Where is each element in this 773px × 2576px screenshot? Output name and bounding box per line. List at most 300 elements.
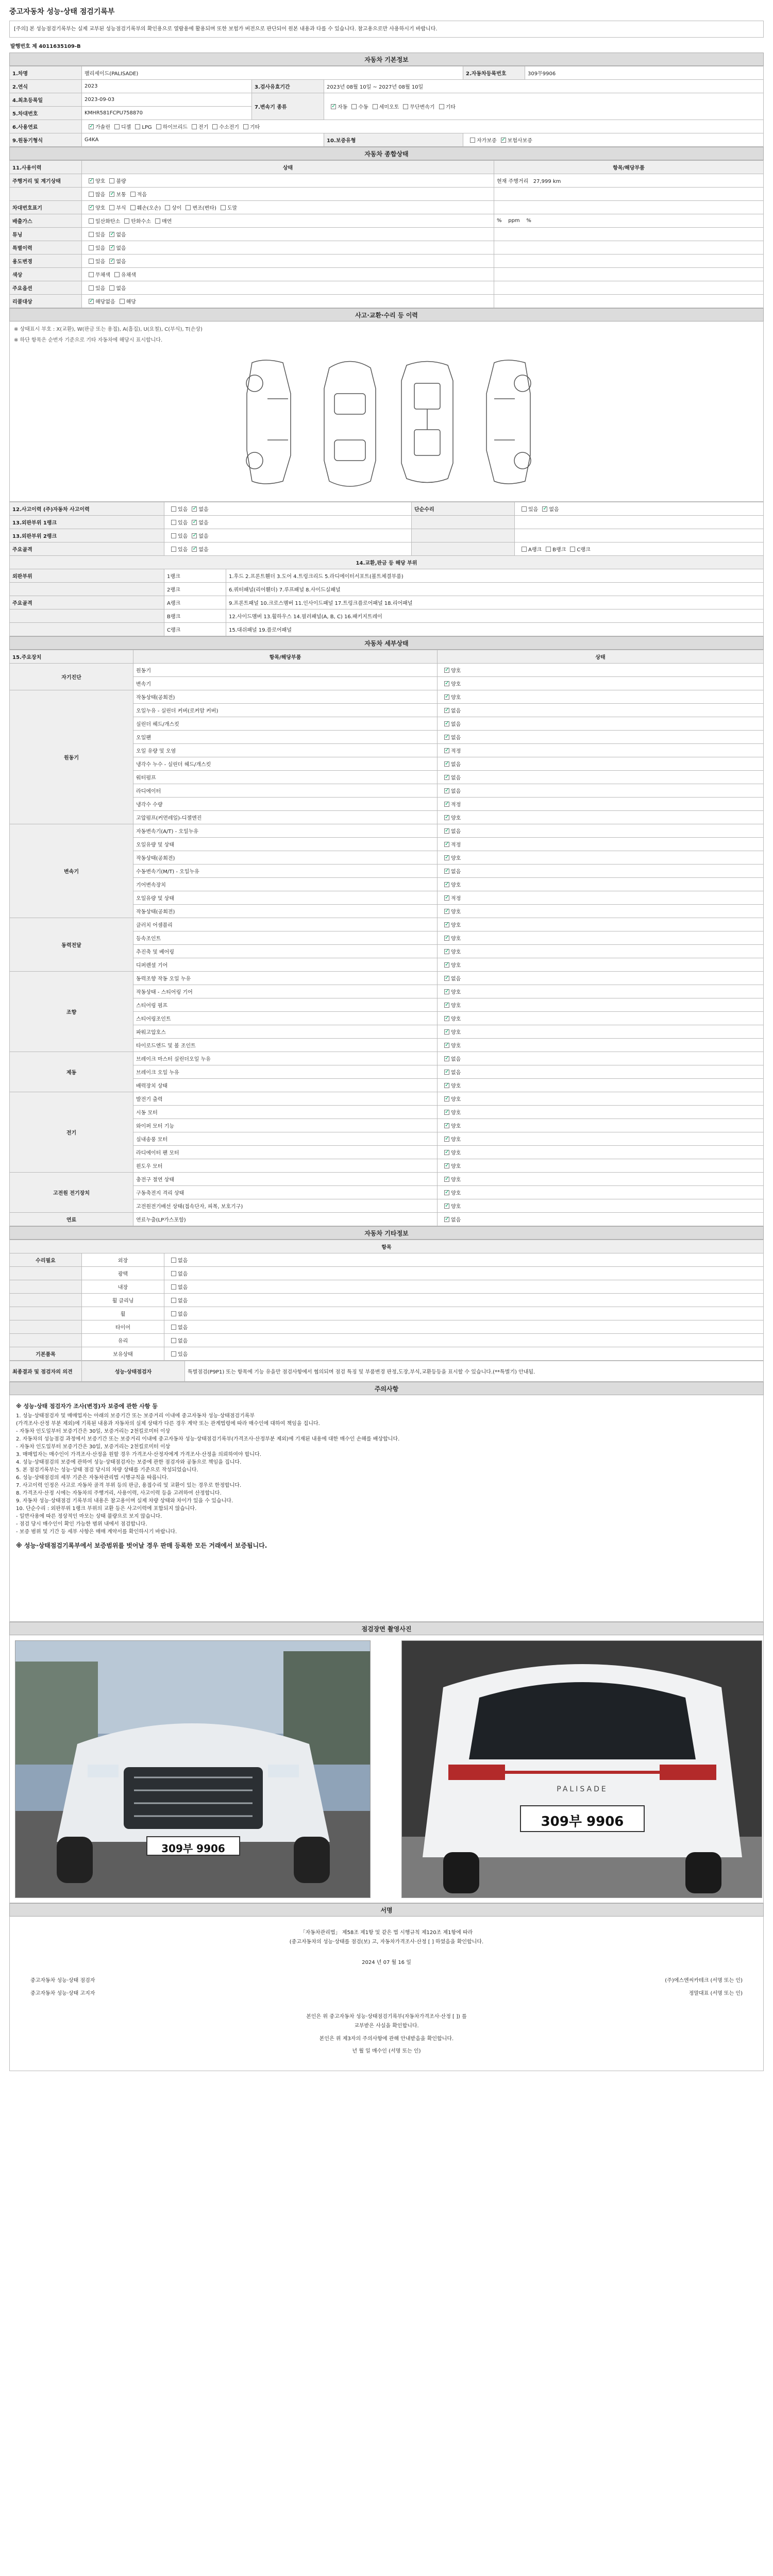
accident-part-group <box>10 609 164 623</box>
overall-header-item: 항목/해당부품 <box>494 161 764 174</box>
fuel-option <box>85 123 110 130</box>
overall-row <box>10 214 764 228</box>
overall-option <box>105 257 126 265</box>
other-group: 기본품목 <box>10 1347 82 1361</box>
detail-item-state <box>438 1213 764 1226</box>
document-number-value: 4011635109-B <box>39 44 81 49</box>
detail-item-name: 와이퍼 모터 기능 <box>133 1119 438 1132</box>
other-value <box>164 1253 764 1267</box>
option-label: 매연 <box>161 219 172 225</box>
other-value <box>164 1280 764 1294</box>
front-plate-text: 309부 9906 <box>161 1842 225 1855</box>
car-rear-photo-icon <box>402 1641 762 1898</box>
other-value <box>164 1347 764 1361</box>
detail-state-label: 양호 <box>451 1097 461 1103</box>
plate-label: 2.자동차등록번호 <box>463 66 525 80</box>
other-row <box>10 1307 764 1320</box>
checkbox-icon <box>109 259 114 264</box>
detail-group-label: 고전원 전기장치 <box>10 1173 133 1213</box>
overall-row-item <box>494 268 764 281</box>
checkbox-icon <box>542 506 547 512</box>
detail-item-state <box>438 958 764 972</box>
option-label: A랭크 <box>528 547 542 553</box>
option-label: B랭크 <box>552 547 566 553</box>
other-value-label: 없음 <box>178 1272 188 1277</box>
overall-option <box>105 230 126 238</box>
detail-item-state <box>438 1119 764 1132</box>
accident-row-label-2 <box>412 529 515 543</box>
detail-item-name: 변속기 <box>133 677 438 690</box>
overall-row-item <box>494 281 764 295</box>
signature-box <box>9 1917 764 2071</box>
detail-item-state <box>438 1186 764 1199</box>
detail-state-label: 양호 <box>451 1204 461 1210</box>
detail-item-state <box>438 771 764 784</box>
other-group <box>10 1267 82 1280</box>
detail-item-name: 스티어링조인트 <box>133 1012 438 1025</box>
accident-row-options-2 <box>515 529 764 543</box>
accident-row-options <box>164 529 412 543</box>
option-label: 없음 <box>116 259 126 265</box>
checkbox-icon <box>120 299 125 304</box>
other-group <box>10 1307 82 1320</box>
overall-row-item <box>494 295 764 308</box>
detail-item-name: 오일 유량 및 오염 <box>133 744 438 757</box>
detail-row <box>10 1052 764 1065</box>
detail-state-label: 없음 <box>451 829 461 835</box>
detail-state-label: 적정 <box>451 749 461 754</box>
overall-row-label: 차대번호표기 <box>10 201 82 214</box>
option-label: LPG <box>142 125 152 130</box>
year-label: 2.연식 <box>10 80 82 93</box>
option-label: 있음 <box>178 507 188 513</box>
option-label: 훼손(오손) <box>137 206 161 211</box>
checkbox-icon <box>444 802 449 807</box>
transmission-option <box>327 103 347 110</box>
caution-line: - 점검 당시 매수인이 확인 가능한 범위 내에서 점검합니다. <box>16 1521 147 1527</box>
detail-item-name: 실린더 헤드/개스킷 <box>133 717 438 731</box>
other-group <box>10 1334 82 1347</box>
other-item: 타이어 <box>82 1320 164 1334</box>
other-item: 내장 <box>82 1280 164 1294</box>
option-label: 하이브리드 <box>162 125 188 130</box>
overall-row-options <box>82 188 494 201</box>
accident-legend-2: ※ 하단 항목은 순번자 기준으로 기타 자동차에 해당시 표시합니다. <box>14 337 163 343</box>
detail-state-label: 양호 <box>451 923 461 928</box>
detail-item-state <box>438 918 764 931</box>
checkbox-icon <box>439 104 444 109</box>
detail-row <box>10 972 764 985</box>
car-diagram-icon <box>237 352 556 492</box>
other-value-label: 없음 <box>178 1285 188 1291</box>
detail-item-name: 오일팬 <box>133 731 438 744</box>
detail-item-state <box>438 1025 764 1039</box>
detail-state-label: 양호 <box>451 909 461 915</box>
detail-item-state <box>438 690 764 704</box>
other-item: 휠 클리닝 <box>82 1294 164 1307</box>
checkbox-icon <box>156 124 161 129</box>
checkbox-icon <box>130 192 136 197</box>
accident-option <box>538 505 559 513</box>
detail-item-state <box>438 784 764 798</box>
overall-row-item <box>494 174 764 188</box>
checkbox-icon <box>444 989 449 994</box>
detail-item-state <box>438 1012 764 1025</box>
checkbox-icon <box>165 205 170 210</box>
checkbox-icon <box>373 104 378 109</box>
option-label: 없음 <box>198 520 209 526</box>
checkbox-icon <box>444 694 449 700</box>
detail-state-label: 양호 <box>451 668 461 674</box>
checkbox-icon <box>89 299 94 304</box>
option-label: 디젤 <box>121 125 131 130</box>
accident-option <box>188 532 208 539</box>
fuel-option <box>208 123 239 130</box>
checkbox-icon <box>444 1110 449 1115</box>
accident-row-options <box>164 543 412 556</box>
detail-group-label: 연료 <box>10 1213 133 1226</box>
checkbox-icon <box>470 138 475 143</box>
option-label: 해당없음 <box>95 299 115 305</box>
detail-item-name: 브레이크 마스터 실린더오일 누유 <box>133 1052 438 1065</box>
checkbox-icon <box>192 533 197 538</box>
detail-state-label: 양호 <box>451 856 461 861</box>
detail-item-name: 수동변속기(M/T) - 오일누유 <box>133 865 438 878</box>
other-item: 보유상태 <box>82 1347 164 1361</box>
emission-unit: % <box>497 218 502 224</box>
checkbox-icon <box>444 815 449 820</box>
option-label: 있음 <box>178 534 188 539</box>
detail-item-name: 클러치 어셈블리 <box>133 918 438 931</box>
sign-left-1: 중고자동차 성능·상태 점검자 <box>30 1978 95 1984</box>
fuel-option <box>110 123 131 130</box>
checkbox-icon <box>89 272 94 277</box>
detail-state-label: 없음 <box>451 976 461 982</box>
checkbox-icon <box>444 748 449 753</box>
detail-item-state <box>438 798 764 811</box>
option-label: 많음 <box>95 192 106 198</box>
other-row <box>10 1253 764 1267</box>
detail-state-label: 양호 <box>451 1191 461 1196</box>
checkbox-icon <box>171 520 176 525</box>
section-detail-title: 자동차 세부상태 <box>9 636 764 650</box>
option-label: 자동 <box>338 105 348 110</box>
detail-group-label: 자기진단 <box>10 664 133 690</box>
other-item: 휠 <box>82 1307 164 1320</box>
overall-row <box>10 241 764 255</box>
warranty-label: 10.보증유형 <box>324 133 463 147</box>
front-photo <box>15 1640 371 1898</box>
fuel-option <box>188 123 208 130</box>
detail-item-name: 발전기 출력 <box>133 1092 438 1106</box>
checkbox-icon <box>444 735 449 740</box>
option-label: 세미오토 <box>379 105 399 110</box>
sign-left-2: 중고자동차 성능·상태 고지자 <box>30 1991 95 1996</box>
overall-row-label: 배출가스 <box>10 214 82 228</box>
transmission-label: 7.변속기 종류 <box>252 93 324 120</box>
other-group: 수리필요 <box>10 1253 82 1267</box>
checkbox-icon <box>444 1056 449 1061</box>
accident-part-list: 9.프론트패널 10.크로스멤버 11.인사이드패널 17.트렁크플로어패널 18.리어패널 <box>226 596 764 609</box>
detail-item-name: 작동상태(공회전) <box>133 905 438 918</box>
detail-state-label: 양호 <box>451 950 461 955</box>
checkbox-icon <box>171 1284 176 1290</box>
checkbox-icon <box>444 721 449 726</box>
mileage-label: 현재 주행거리 <box>497 179 529 184</box>
overall-row-item <box>494 255 764 268</box>
overall-header-usage: 11.사용이력 <box>10 161 82 174</box>
sign-date-2: 년 월 일 매수인 (서명 또는 인) <box>352 2048 421 2054</box>
overall-row-item <box>494 201 764 214</box>
checkbox-icon <box>192 506 197 512</box>
checkbox-icon <box>444 936 449 941</box>
caution-line: 10. 단순수리 : 외판부위 1랭크 부위의 교환 등은 사고이력에 포함되지 않습니다. <box>16 1506 197 1512</box>
checkbox-icon <box>444 761 449 767</box>
accident-part-row <box>10 583 764 596</box>
caution-line: (가격조사·산정 부분 제외)에 기록된 내용과 자동차의 실제 상태가 다른 경우 계약 또는 관계법령에 따라 매수인에 대하여 책임을 집니다. <box>16 1421 320 1427</box>
option-label: 상이 <box>172 206 182 211</box>
caution-line: 6. 성능·상태점검의 세부 기준은 자동차관리법 시행규칙을 따릅니다. <box>16 1475 169 1481</box>
detail-header-item: 항목/해당부품 <box>133 650 438 664</box>
other-value <box>164 1294 764 1307</box>
detail-state-label: 양호 <box>451 1137 461 1143</box>
caution-line: - 자동차 인도일부터 보증기간은 30일, 보증거리는 2천킬로미터 이상 <box>16 1429 171 1434</box>
inspection-period-label: 3.검사유효기간 <box>252 80 324 93</box>
checkbox-icon <box>109 192 114 197</box>
option-label: 없음 <box>116 232 126 238</box>
detail-state-label: 적정 <box>451 842 461 848</box>
other-value-label: 있음 <box>178 1352 188 1358</box>
accident-option <box>517 505 538 513</box>
detail-item-state <box>438 744 764 757</box>
detail-item-name: 라디에이터 <box>133 784 438 798</box>
accident-part-list: 1.후드 2.프론트휀더 3.도어 4.트렁크리드 5.라디에이터서포트(볼트체결부품) <box>226 569 764 583</box>
option-label: 해당 <box>126 299 136 305</box>
detail-group-label: 전기 <box>10 1092 133 1173</box>
checkbox-icon <box>243 124 248 129</box>
option-label: 없음 <box>198 547 209 553</box>
detail-item-name: 시동 모터 <box>133 1106 438 1119</box>
other-row <box>10 1280 764 1294</box>
accident-row-label: 12.사고이력 (주)자동차 사고이력 <box>10 502 164 516</box>
checkbox-icon <box>444 828 449 834</box>
option-label: 전기 <box>198 125 209 130</box>
checkbox-icon <box>444 909 449 914</box>
detail-state-label: 양호 <box>451 1150 461 1156</box>
checkbox-icon <box>351 104 357 109</box>
option-label: 도말 <box>227 206 238 211</box>
rear-badge-text: PALISADE <box>557 1785 608 1793</box>
detail-state-label: 없음 <box>451 869 461 875</box>
car-name-value: 팰리세이드(PALISADE) <box>82 66 463 80</box>
overall-row-item <box>494 241 764 255</box>
inspection-photos <box>9 1635 764 1903</box>
detail-item-state <box>438 865 764 878</box>
accident-row-options-2 <box>515 543 764 556</box>
sign-right-2: 정말대표 (서명 또는 인) <box>688 1991 743 1996</box>
checkbox-icon <box>444 895 449 901</box>
detail-item-name: 등속조인트 <box>133 931 438 945</box>
fuel-option <box>152 123 188 130</box>
checkbox-icon <box>109 285 114 291</box>
inspector-label: 최종결과 및 점검자의 의견 <box>10 1361 82 1382</box>
other-value <box>164 1307 764 1320</box>
detail-item-state <box>438 677 764 690</box>
checkbox-icon <box>444 922 449 927</box>
caution-notes <box>9 1395 764 1622</box>
accident-row-label: 주요골격 <box>10 543 164 556</box>
detail-state-label: 없음 <box>451 722 461 727</box>
section-photos-title: 점검장면 촬영사진 <box>9 1622 764 1635</box>
overall-option <box>120 217 151 225</box>
accident-part-group: 외판부위 <box>10 569 164 583</box>
option-label: 있음 <box>178 520 188 526</box>
detail-state-label: 없음 <box>451 1070 461 1076</box>
checkbox-icon <box>444 1029 449 1035</box>
checkbox-icon <box>444 1070 449 1075</box>
detail-state-label: 양호 <box>451 990 461 995</box>
sign-text-1: 「자동차관리법」 제58조 제1항 및 같은 법 시행규칙 제120조 제1항에 따라 <box>300 1930 473 1936</box>
option-label: 있음 <box>178 547 188 553</box>
detail-item-name: 스티어링 펌프 <box>133 998 438 1012</box>
checkbox-icon <box>444 681 449 686</box>
document-title: 중고자동차 성능·상태 점검기록부 <box>9 8 115 16</box>
first-reg-value: 2023-09-03 <box>82 93 252 107</box>
overall-row-label: 튜닝 <box>10 228 82 241</box>
accident-part-list: 12.사이드멤버 13.휠하우스 14.필러패널(A, B, C) 16.패키지트레이 <box>226 609 764 623</box>
checkbox-icon <box>444 1096 449 1101</box>
accident-part-row <box>10 609 764 623</box>
overall-row-label: 주행거리 및 계기상태 <box>10 174 82 188</box>
overall-row-item <box>494 188 764 201</box>
checkbox-icon <box>130 205 136 210</box>
overall-row-options <box>82 268 494 281</box>
detail-state-label: 양호 <box>451 1003 461 1009</box>
checkbox-icon <box>171 1338 176 1343</box>
checkbox-icon <box>522 506 527 512</box>
other-value-label: 없음 <box>178 1325 188 1331</box>
transmission-option <box>435 103 456 110</box>
checkbox-icon <box>89 124 94 129</box>
accident-part-group <box>10 623 164 636</box>
transmission-options <box>324 93 764 120</box>
option-label: 탄화수소 <box>131 219 151 225</box>
emission-unit: % <box>526 218 531 224</box>
overall-row <box>10 188 764 201</box>
overall-option <box>126 190 147 198</box>
accident-part-row <box>10 596 764 609</box>
sign-text-3: 본인은 위 중고자동차 성능·상태점검기록부(자동차가격조사·산정 [ ]) 를 <box>306 2014 467 2020</box>
checkbox-icon <box>89 205 94 210</box>
overall-option <box>110 270 136 278</box>
checkbox-icon <box>186 205 191 210</box>
detail-item-state <box>438 1092 764 1106</box>
other-row <box>10 1347 764 1361</box>
other-table <box>9 1240 764 1361</box>
other-value <box>164 1320 764 1334</box>
warranty-options <box>463 133 764 147</box>
checkbox-icon <box>171 533 176 538</box>
transmission-option <box>347 103 368 110</box>
checkbox-icon <box>403 104 408 109</box>
detail-item-name: 동력조향 작동 오일 누유 <box>133 972 438 985</box>
checkbox-icon <box>444 976 449 981</box>
overall-option <box>85 190 105 198</box>
option-label: 없음 <box>198 507 209 513</box>
detail-item-state <box>438 1132 764 1146</box>
checkbox-icon <box>155 218 160 224</box>
detail-item-name: 원동기 <box>133 664 438 677</box>
option-label: 부식 <box>116 206 126 211</box>
option-label: 수소전기 <box>219 125 239 130</box>
detail-row <box>10 690 764 704</box>
option-label: 유채색 <box>121 273 136 278</box>
overall-row-options <box>82 241 494 255</box>
overall-row-options <box>82 295 494 308</box>
detail-item-state <box>438 1106 764 1119</box>
caution-line: - 보증 범위 및 기간 등 세부 사항은 매매 계약서를 확인하시기 바랍니다. <box>16 1529 177 1535</box>
accident-row-label: 13.외판부위 1랭크 <box>10 516 164 529</box>
detail-item-name: 디퍼렌셜 기어 <box>133 958 438 972</box>
overall-row-options <box>82 281 494 295</box>
accident-option <box>167 505 188 513</box>
accident-part-list: 15.대쉬패널 19.플로어패널 <box>226 623 764 636</box>
first-reg-label: 4.최초등록일 <box>10 93 82 107</box>
accident-option <box>566 545 590 553</box>
option-label: 없음 <box>116 246 126 251</box>
checkbox-icon <box>109 178 114 183</box>
overall-row <box>10 255 764 268</box>
plate-value: 309무9906 <box>525 66 764 80</box>
checkbox-icon <box>221 205 226 210</box>
inspector-sub: 성능·상태점검자 <box>82 1361 185 1382</box>
detail-item-name: 작동상태 - 스티어링 기어 <box>133 985 438 998</box>
option-label: 불량 <box>116 179 126 184</box>
option-label: C랭크 <box>577 547 591 553</box>
sign-text-5: 본인은 위 제3자의 주의사항에 관해 안내받음을 확인합니다. <box>319 2036 454 2042</box>
section-caution-title: 주의사항 <box>9 1382 764 1395</box>
overall-option <box>85 204 105 211</box>
checkbox-icon <box>444 1137 449 1142</box>
overall-row-options <box>82 174 494 188</box>
overall-row-label <box>10 188 82 201</box>
checkbox-icon <box>171 506 176 512</box>
detail-state-label: 없음 <box>451 1057 461 1062</box>
other-row <box>10 1267 764 1280</box>
accident-option <box>167 518 188 526</box>
detail-item-name: 추진축 및 베어링 <box>133 945 438 958</box>
overall-option <box>181 204 216 211</box>
detail-item-state <box>438 1079 764 1092</box>
checkbox-icon <box>89 218 94 224</box>
checkbox-icon <box>89 178 94 183</box>
detail-row <box>10 664 764 677</box>
caution-line: 4. 성능·상태점검의 보증에 관하여 성능·상태점검자는 보증에 관한 점검자와 공동으로 책임을 집니다. <box>16 1460 242 1465</box>
checkbox-icon <box>570 547 575 552</box>
vin-label: 5.차대번호 <box>10 107 82 120</box>
checkbox-icon <box>171 1258 176 1263</box>
caution-line: - 자동차 인도일부터 보증기간은 30일, 보증거리는 2천킬로미터 이상 <box>16 1444 171 1450</box>
checkbox-icon <box>444 775 449 780</box>
other-group <box>10 1320 82 1334</box>
other-value <box>164 1334 764 1347</box>
detail-row <box>10 1092 764 1106</box>
accident-part-rank: 2랭크 <box>164 583 226 596</box>
detail-item-state <box>438 1052 764 1065</box>
accident-part-row <box>10 623 764 636</box>
overall-option <box>105 284 126 292</box>
accident-row-label-2 <box>412 516 515 529</box>
